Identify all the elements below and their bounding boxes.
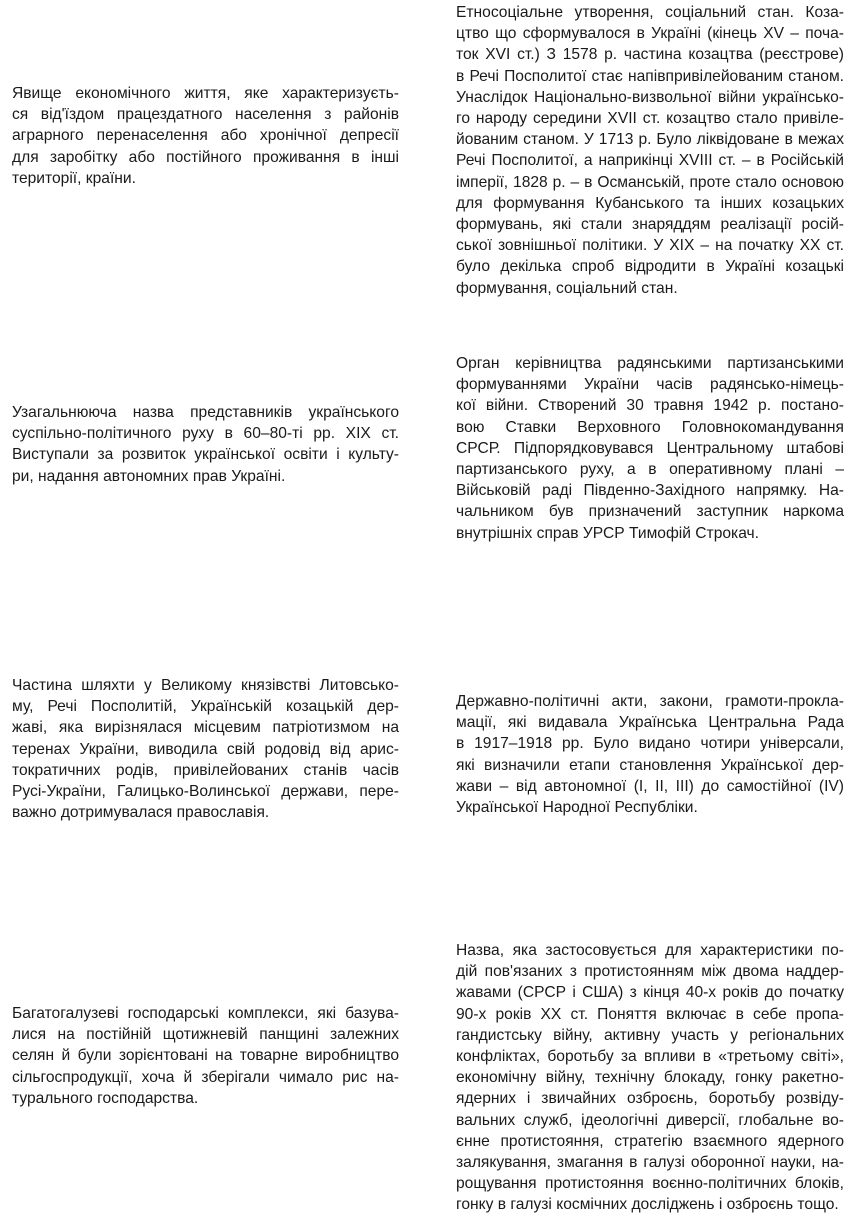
definition-text-line: суспільно-політичного руху в 60–80-ті рр. XIX ст. [12,425,399,443]
definition-text-line: внутрішніх справ УРСР Тимофій Строкач. [456,524,759,542]
definition-text-line: лися на постійній щотижневій панщині залежних [12,1026,399,1044]
definition-text-line: 90-х років XX ст. Поняття включає в себе пропа- [456,1005,844,1023]
definition-text-line: селян й були зорієнтовані на товарне виробництво [12,1047,399,1065]
definition-text-line: чальником був призначений заступник наркома [456,503,844,521]
definition-card-emigration [12,83,399,189]
definition-text-line: економічну війну, технічну блокаду, гонку ракетно- [456,1069,844,1087]
definition-text-line: конфліктах, боротьбу за впливи в «третьому світі», [456,1048,844,1066]
definition-text-line: Русі-України, Галицько-Волинської держави, пере- [12,783,399,801]
definition-text-line: Узагальнююча назва представників українського [12,404,399,421]
definition-text-line: залякування, змагання в галузі оборонної науки, на- [456,1154,844,1172]
definition-card-gentry [12,675,399,823]
definition-text-line: жаві, яка вирізнялася місцевим патріотизмом на [12,719,399,737]
definition-text-line: ток XVI ст.) З 1578 р. частина козацтва (реєстрове) [456,46,844,64]
definition-text-line: Частина шляхти у Великому князівстві Литовсько- [12,677,399,694]
definition-text-line: вою Ставки Верховного Головнокомандування [456,418,844,436]
definition-text-line: формуваннями України часів радянсько-німець- [456,376,844,394]
definition-text-line: партизанського руху, а в оперативному плані – [456,461,844,479]
definition-text-line: Речі Посполитої, а наприкінці XVIII ст. – в Російській [456,152,844,170]
definition-text-line: йованим станом. У 1713 р. Було ліквідоване в межах [456,131,844,149]
definition-text-line: Української Народної Республіки. [456,799,698,817]
definition-text-line: жавами (СРСР і США) з кінця 40-х років до початку [456,984,844,1002]
definition-text-line: єнне протистояння, стратегію взаємного ядерного [456,1132,844,1150]
definition-text-line: важно дотримувалася православія. [12,804,270,822]
definition-text-line: гонку в галузі космічних досліджень і озброєнь тощо. [456,1196,839,1214]
definition-card-folwarks [12,1003,399,1109]
definition-text-line: для формування Кубанського та інших козацьких [456,194,844,212]
definition-text-line: гандистську війну, активну участь у регіональних [456,1026,844,1044]
definition-text-line: ри, надання автономних прав Україні. [12,467,286,485]
definition-text-line: мації, які видавала Українська Центральна Рада [456,714,844,732]
definition-text-line: рощування протистояння воєнно-політичних блоків, [456,1175,844,1193]
definition-text-line: ядерних і звичайних озброєнь, боротьбу розвіду- [456,1090,844,1108]
definition-text-line: було декілька спроб відродити в Україні козацькі [456,258,844,276]
definition-text-line: формувань, які стали знаряддям реалізації росій- [456,216,844,234]
definition-text-line: імперії, 1828 р. – в Османській, проте стало основою [456,173,844,191]
definition-card-universals [456,691,844,818]
definition-text-line: ської зовнішньої політики. У XIX – на початку XX ст. [456,237,844,255]
definition-text-line: які визначили етапи становлення Української дер- [456,756,844,774]
definition-card-cold-war [456,940,844,1216]
definition-text-line: ся від'їздом працездатного населення з районів [12,106,399,124]
definition-text-line: го народу середини XVII ст. козацтво стало привіле- [456,110,844,128]
definition-text-line: дій пов'язаних з протистоянням між двома наддер- [456,963,844,981]
definition-text-line: Багатогалузеві господарські комплекси, які базува- [12,1005,399,1022]
definition-text-line: для заробітку або постійного проживання в інші [12,148,399,166]
definition-text-line: кої війни. Створений 30 травня 1942 р. постано- [456,397,844,415]
definition-text-line: тократичних родів, привілейованих станів часів [12,761,399,779]
definition-text-line: аграрного перенаселення або хронічної депресії [12,127,399,145]
definition-text-line: Державно-політичні акти, закони, грамоти-прокла- [456,693,844,710]
definition-text-line: території, країни. [12,169,136,187]
definition-card-cossacks [456,2,844,299]
definition-text-line: Назва, яка застосовується для характеристики по- [456,942,844,959]
definition-text-line: в Речі Посполитої стає напівпривілейованим станом. [456,67,844,85]
definition-card-khlopomany [12,402,399,487]
definition-text-line: цтво що сформувалося в Україні (кінець XV – поча- [456,25,844,43]
definition-text-line: в 1917–1918 рр. Було видано чотири універсали, [456,735,844,753]
definition-text-line: му, Речі Посполитій, Українській козацькій дер- [12,698,399,716]
definition-text-line: формування, соціальний стан. [456,279,678,297]
definition-text-line: СРСР. Підпорядковувався Центральному штабові [456,439,844,457]
definition-text-line: сільгоспродукції, хоча й зберігали чимало рис на- [12,1068,399,1086]
definition-text-line: вальних служб, ідеологічні диверсії, глобальне во- [456,1111,844,1129]
definition-card-partisan-headquarters [456,353,844,544]
definition-text-line: Орган керівництва радянськими партизанськими [456,355,844,372]
definition-text-line: Явище економічного життя, яке характеризуєть- [12,85,399,102]
definition-text-line: Унаслідок Національно-визвольної війни українсько- [456,88,844,106]
definition-text-line: Військовій раді Південно-Західного напрямку. На- [456,482,844,500]
definition-text-line: Виступали за розвиток української освіти і культу- [12,446,399,464]
definition-text-line: теренах України, виводила свій родовід від арис- [12,740,399,758]
definition-text-line: Етносоціальне утворення, соціальний стан. Коза- [456,4,844,21]
definition-text-line: жави – від автономної (I, II, III) до самостійної (IV) [456,777,844,795]
definition-text-line: турального господарства. [12,1089,199,1107]
